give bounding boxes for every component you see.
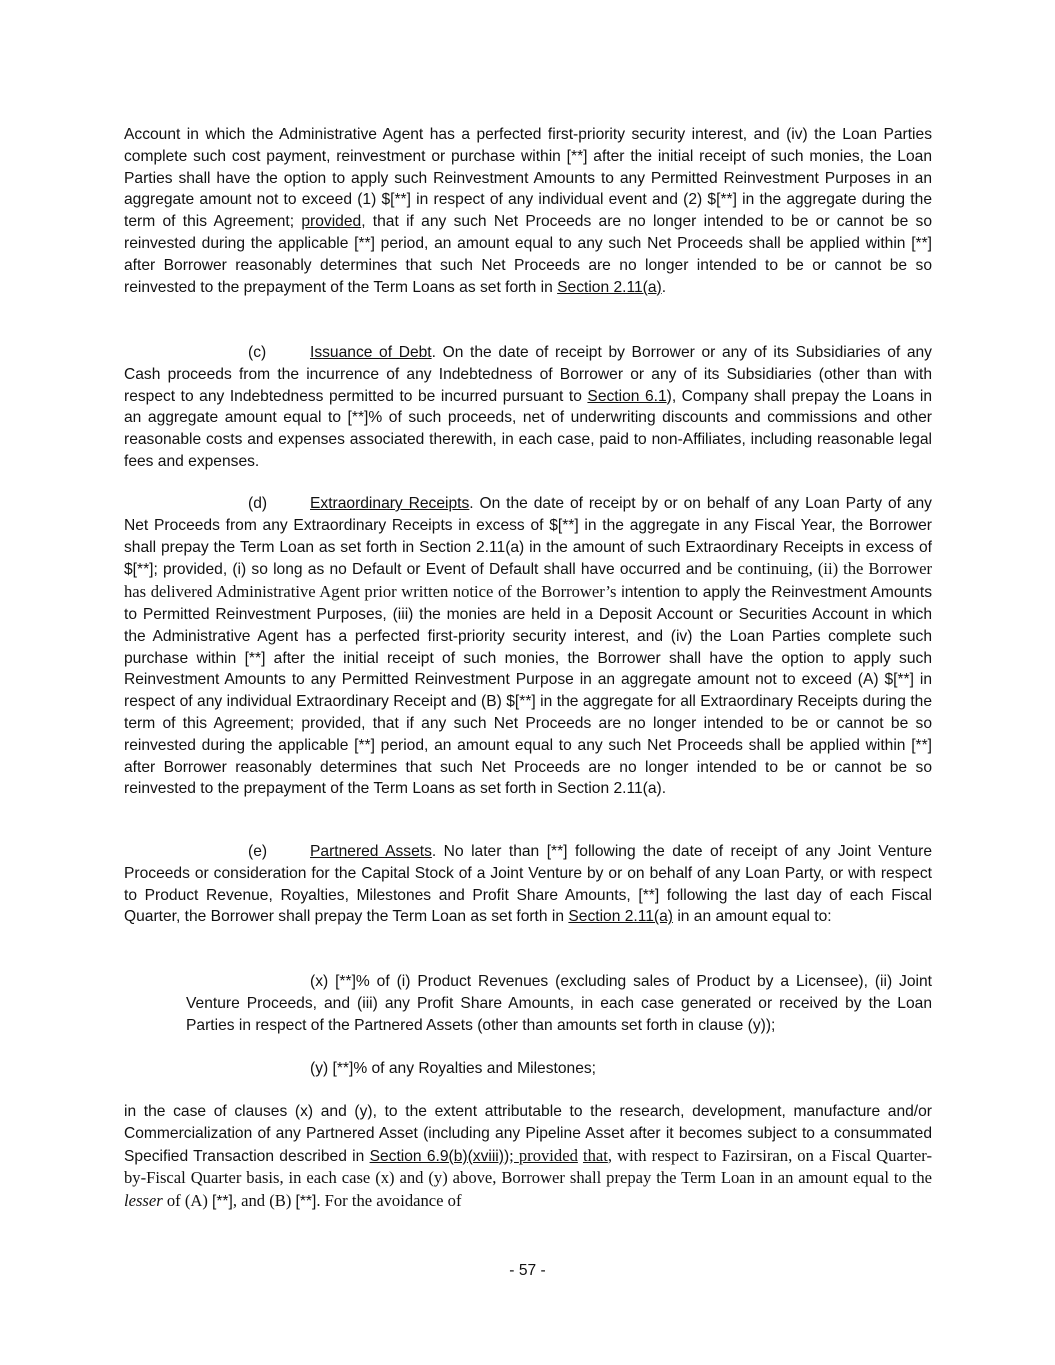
clause-heading: Issuance of Debt — [310, 344, 432, 361]
paragraph-reinvestment-continued: Account in which the Administrative Agent has a perfected first-priority security interest, and (iv) the Loan Parties complete such cost payment, reinvestment or purchase within [**] after the initial receipt of such monies, the Loan Parties shall have the option to apply such Reinvestment Amounts to any Permitted Reinvestment Purposes in an aggregate amount not to exceed (1) $[**] in respect of any individual event and (2) $[**] in the aggregate during the term of this Agreement; provided, that if any such Net Proceeds are no longer intended to be or cannot be so reinvested during the applicable [**] period, an amount equal to any such Net Proceeds shall be applied within [**] after Borrower reasonably determines that such Net Proceeds are no longer intended to be or cannot be so reinvested to the prepayment of the Term Loans as set forth in Section 2.11(a). — [124, 126, 933, 296]
clause-label: (e) — [248, 843, 268, 860]
provided-term: provided — [518, 1145, 578, 1165]
clause-label: (c) — [248, 344, 267, 361]
page-number: - 57 - — [509, 1262, 546, 1279]
section-reference: Section 6.1 — [587, 387, 667, 405]
clause-heading: Extraordinary Receipts — [310, 495, 470, 512]
paragraph-e-partnered-assets: (e) Partnered Assets. No later than [**] following the date of receipt of any Joint Venture Proceeds or consideration for the Capital Stock of a Joint Venture by or on behalf of any Loan Party, or with respect to Product Revenue, Royalties, Milestones and Profit Share Amounts, [**] following the last day of each Fiscal Quarter, the Borrower shall prepay the Term Loan as set forth in Section 2.11(a) in an amount equal to: — [124, 843, 933, 926]
paragraph-final: in the case of clauses (x) and (y), to the extent attributable to the research, development, manufacture and/or Commercialization of any Partnered Asset (including any Pipeline Asset after it becomes subject to a consummated Specified Transaction described in Section 6.9(b)(xviii)); provided that, with respect to Fazirsiran, on a Fiscal Quarter-by-Fiscal Quarter basis, in each case (x) and (y) above, Borrower shall prepay the Term Loan in an amount equal to the lesser of (A) [**], and (B) [**]. For the avoidance of — [124, 1103, 933, 1211]
clause-heading: Partnered Assets — [310, 843, 432, 860]
subclause-y: (y) [**]% of any Royalties and Milestones; — [310, 1060, 597, 1077]
subclause-x: (x) [**]% of (i) Product Revenues (excluding sales of Product by a Licensee), (ii) Joint Venture Proceeds, and (iii) any Profit Share Amounts, in each case generated or received by the Loan Parties in respect of the Partnered Assets (other than amounts set forth in clause (y)); — [186, 973, 932, 1034]
section-reference: Section 2.11(a) — [568, 908, 673, 926]
paragraph-d-extraordinary-receipts: (d) Extraordinary Receipts. On the date of receipt by or on behalf of any Loan Party of any Net Proceeds from any Extraordinary Receipts in excess of $[**] in the aggregate in any Fiscal Year, the Borrower shall prepay the Term Loan as set forth in Section 2.11(a) in the amount of such Extraordinary Receipts in excess of $[**]; provided, (i) so long as no Default or Event of Default shall have occurred and be continuing, (ii) the Borrower has delivered Administrative Agent prior written notice of the Borrower’s intention to apply the Reinvestment Amounts to Permitted Reinvestment Purposes, (iii) the monies are held in a Deposit Account or Securities Account in which the Administrative Agent has a perfected first-priority security interest, and (iv) the Loan Parties complete such purchase within [**] after the initial receipt of such monies, the Borrower shall have the option to apply such Reinvestment Amounts to any Permitted Reinvestment Purpose in an aggregate amount not to exceed (A) $[**] in respect of any individual Extraordinary Receipt and (B) $[**] in the aggregate for all Extraordinary Receipts during the term of this Agreement; provided, that if any such Net Proceeds are no longer intended to be or cannot be so reinvested during the applicable [**] period, an amount equal to any such Net Proceeds shall be applied within [**] after Borrower reasonably determines that such Net Proceeds are no longer intended to be or cannot be so reinvested to the prepayment of the Term Loans as set forth in Section 2.11(a). — [124, 495, 933, 798]
provided-term: provided — [301, 213, 362, 231]
lesser-term: lesser — [124, 1191, 163, 1211]
section-reference: Section 6.9(b)(xviii) — [369, 1147, 504, 1165]
paragraph-c-issuance-of-debt: (c) Issuance of Debt. On the date of receipt by Borrower or any of its Subsidiaries of any Cash proceeds from the incurrence of any Indebtedness of Borrower or any of its Subsidiaries (other than with respect to any Indebtedness permitted to be incurred pursuant to Section 6.1), Company shall prepay the Loans in an aggregate amount equal to [**]% of such proceeds, net of underwriting discounts and commissions and other reasonable costs and expenses associated therewith, in each case, paid to non-Affiliates, including reasonable legal fees and expenses. — [124, 344, 933, 470]
section-reference: Section 2.11(a) — [557, 278, 662, 296]
that-term: that — [582, 1145, 608, 1165]
clause-label: (d) — [248, 495, 268, 512]
